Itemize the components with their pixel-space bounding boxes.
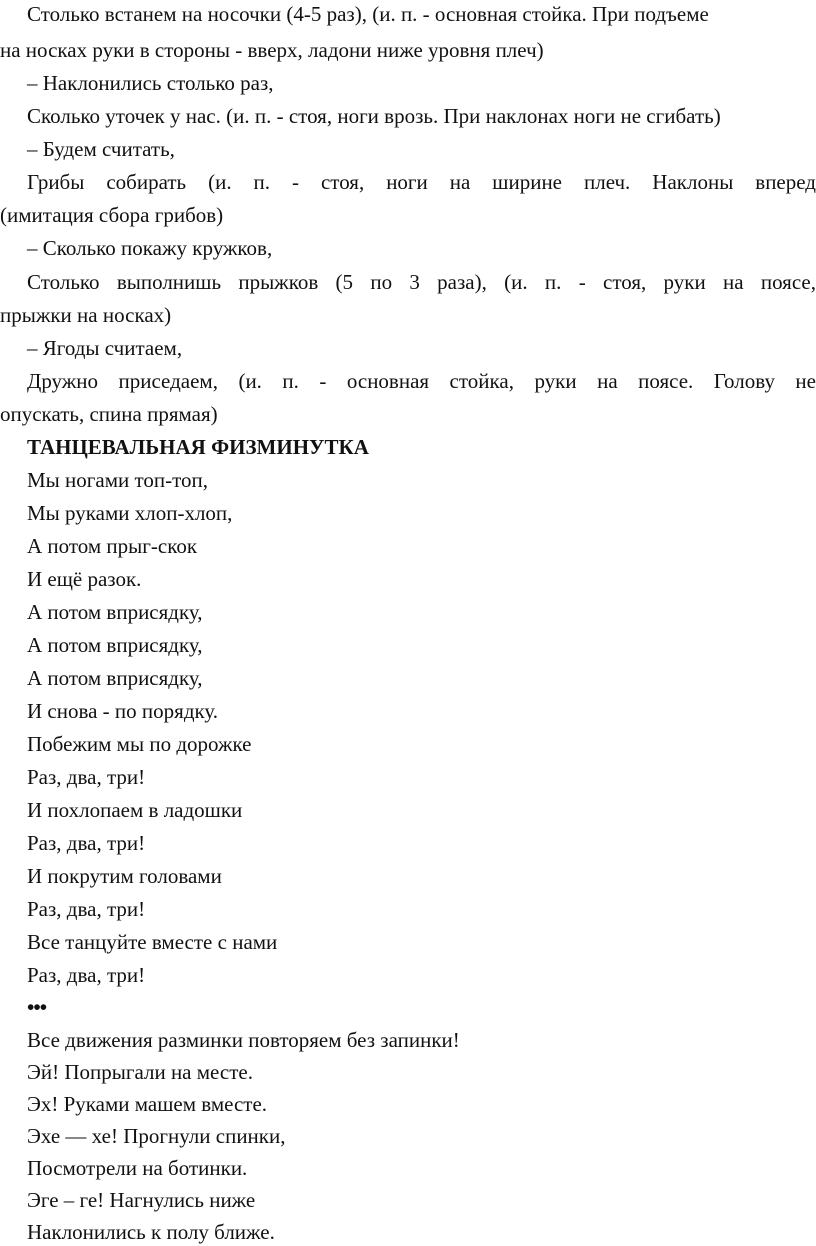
- poem-line: А потом вприсядку,: [27, 633, 203, 657]
- poem2-line: Все движения разминки повторяем без запинки!: [27, 1028, 460, 1052]
- exercise-line-2: – Наклонились столько раз,: [27, 71, 274, 95]
- poem-line: И покрутим головами: [27, 864, 222, 888]
- poem-line: А потом прыг-скок: [27, 534, 198, 558]
- poem-line: И похлопаем в ладошки: [27, 798, 243, 822]
- poem-line: Раз, два, три!: [27, 897, 146, 921]
- exercise-line-7a: Столько выполнишь прыжков (5 по 3 раза), (и. п. - стоя, руки на поясе,: [27, 270, 816, 294]
- section-heading: ТАНЦЕВАЛЬНАЯ ФИЗМИНУТКА: [27, 435, 369, 459]
- poem2-line: Посмотрели на ботинки.: [27, 1156, 248, 1180]
- poem-line: Раз, два, три!: [27, 963, 146, 987]
- poem-line: Мы ногами топ-топ,: [27, 468, 209, 492]
- poem2-line-last: Наклонились к полу ближе.: [27, 1220, 275, 1244]
- poem-line: Раз, два, три!: [27, 831, 146, 855]
- exercise-line-7b: прыжки на носках): [0, 303, 172, 327]
- poem-line: Раз, два, три!: [27, 765, 146, 789]
- poem-line: Побежим мы по дорожке: [27, 732, 252, 756]
- exercise-line-3: Сколько уточек у нас. (и. п. - стоя, ноги врозь. При наклонах ноги не сгибать): [27, 104, 721, 128]
- poem-line: И снова - по порядку.: [27, 699, 219, 723]
- exercise-line-4: – Будем считать,: [27, 137, 175, 161]
- exercise-line-5b: (имитация сбора грибов): [0, 203, 224, 227]
- exercise-line-5a: Грибы собирать (и. п. - стоя, ноги на ширине плеч. Наклоны вперед: [27, 170, 816, 194]
- separator-bullets: •••: [27, 995, 47, 1019]
- exercise-line-6: – Сколько покажу кружков,: [27, 236, 273, 260]
- poem-line: Все танцуйте вместе с нами: [27, 930, 278, 954]
- poem2-line: Эх! Руками машем вместе.: [27, 1092, 268, 1116]
- exercise-line-1b: на носках руки в стороны - вверх, ладони ниже уровня плеч): [0, 38, 544, 62]
- poem-line: И ещё разок.: [27, 567, 142, 591]
- poem2-line: Эй! Попрыгали на месте.: [27, 1060, 253, 1084]
- poem2-line: Эхе — хе! Прогнули спинки,: [27, 1124, 286, 1148]
- poem-line: Мы руками хлоп-хлоп,: [27, 501, 233, 525]
- poem2-line: Эге – ге! Нагнулись ниже: [27, 1188, 256, 1212]
- poem-line: А потом вприсядку,: [27, 666, 203, 690]
- exercise-line-1a: Столько встанем на носочки (4-5 раз), (и. п. - основная стойка. При подъеме: [27, 2, 709, 26]
- exercise-line-9b: опускать, спина прямая): [0, 402, 218, 426]
- exercise-line-8: – Ягоды считаем,: [27, 336, 183, 360]
- poem-line: А потом вприсядку,: [27, 600, 203, 624]
- exercise-line-9a: Дружно приседаем, (и. п. - основная стойка, руки на поясе. Голову не: [27, 369, 816, 393]
